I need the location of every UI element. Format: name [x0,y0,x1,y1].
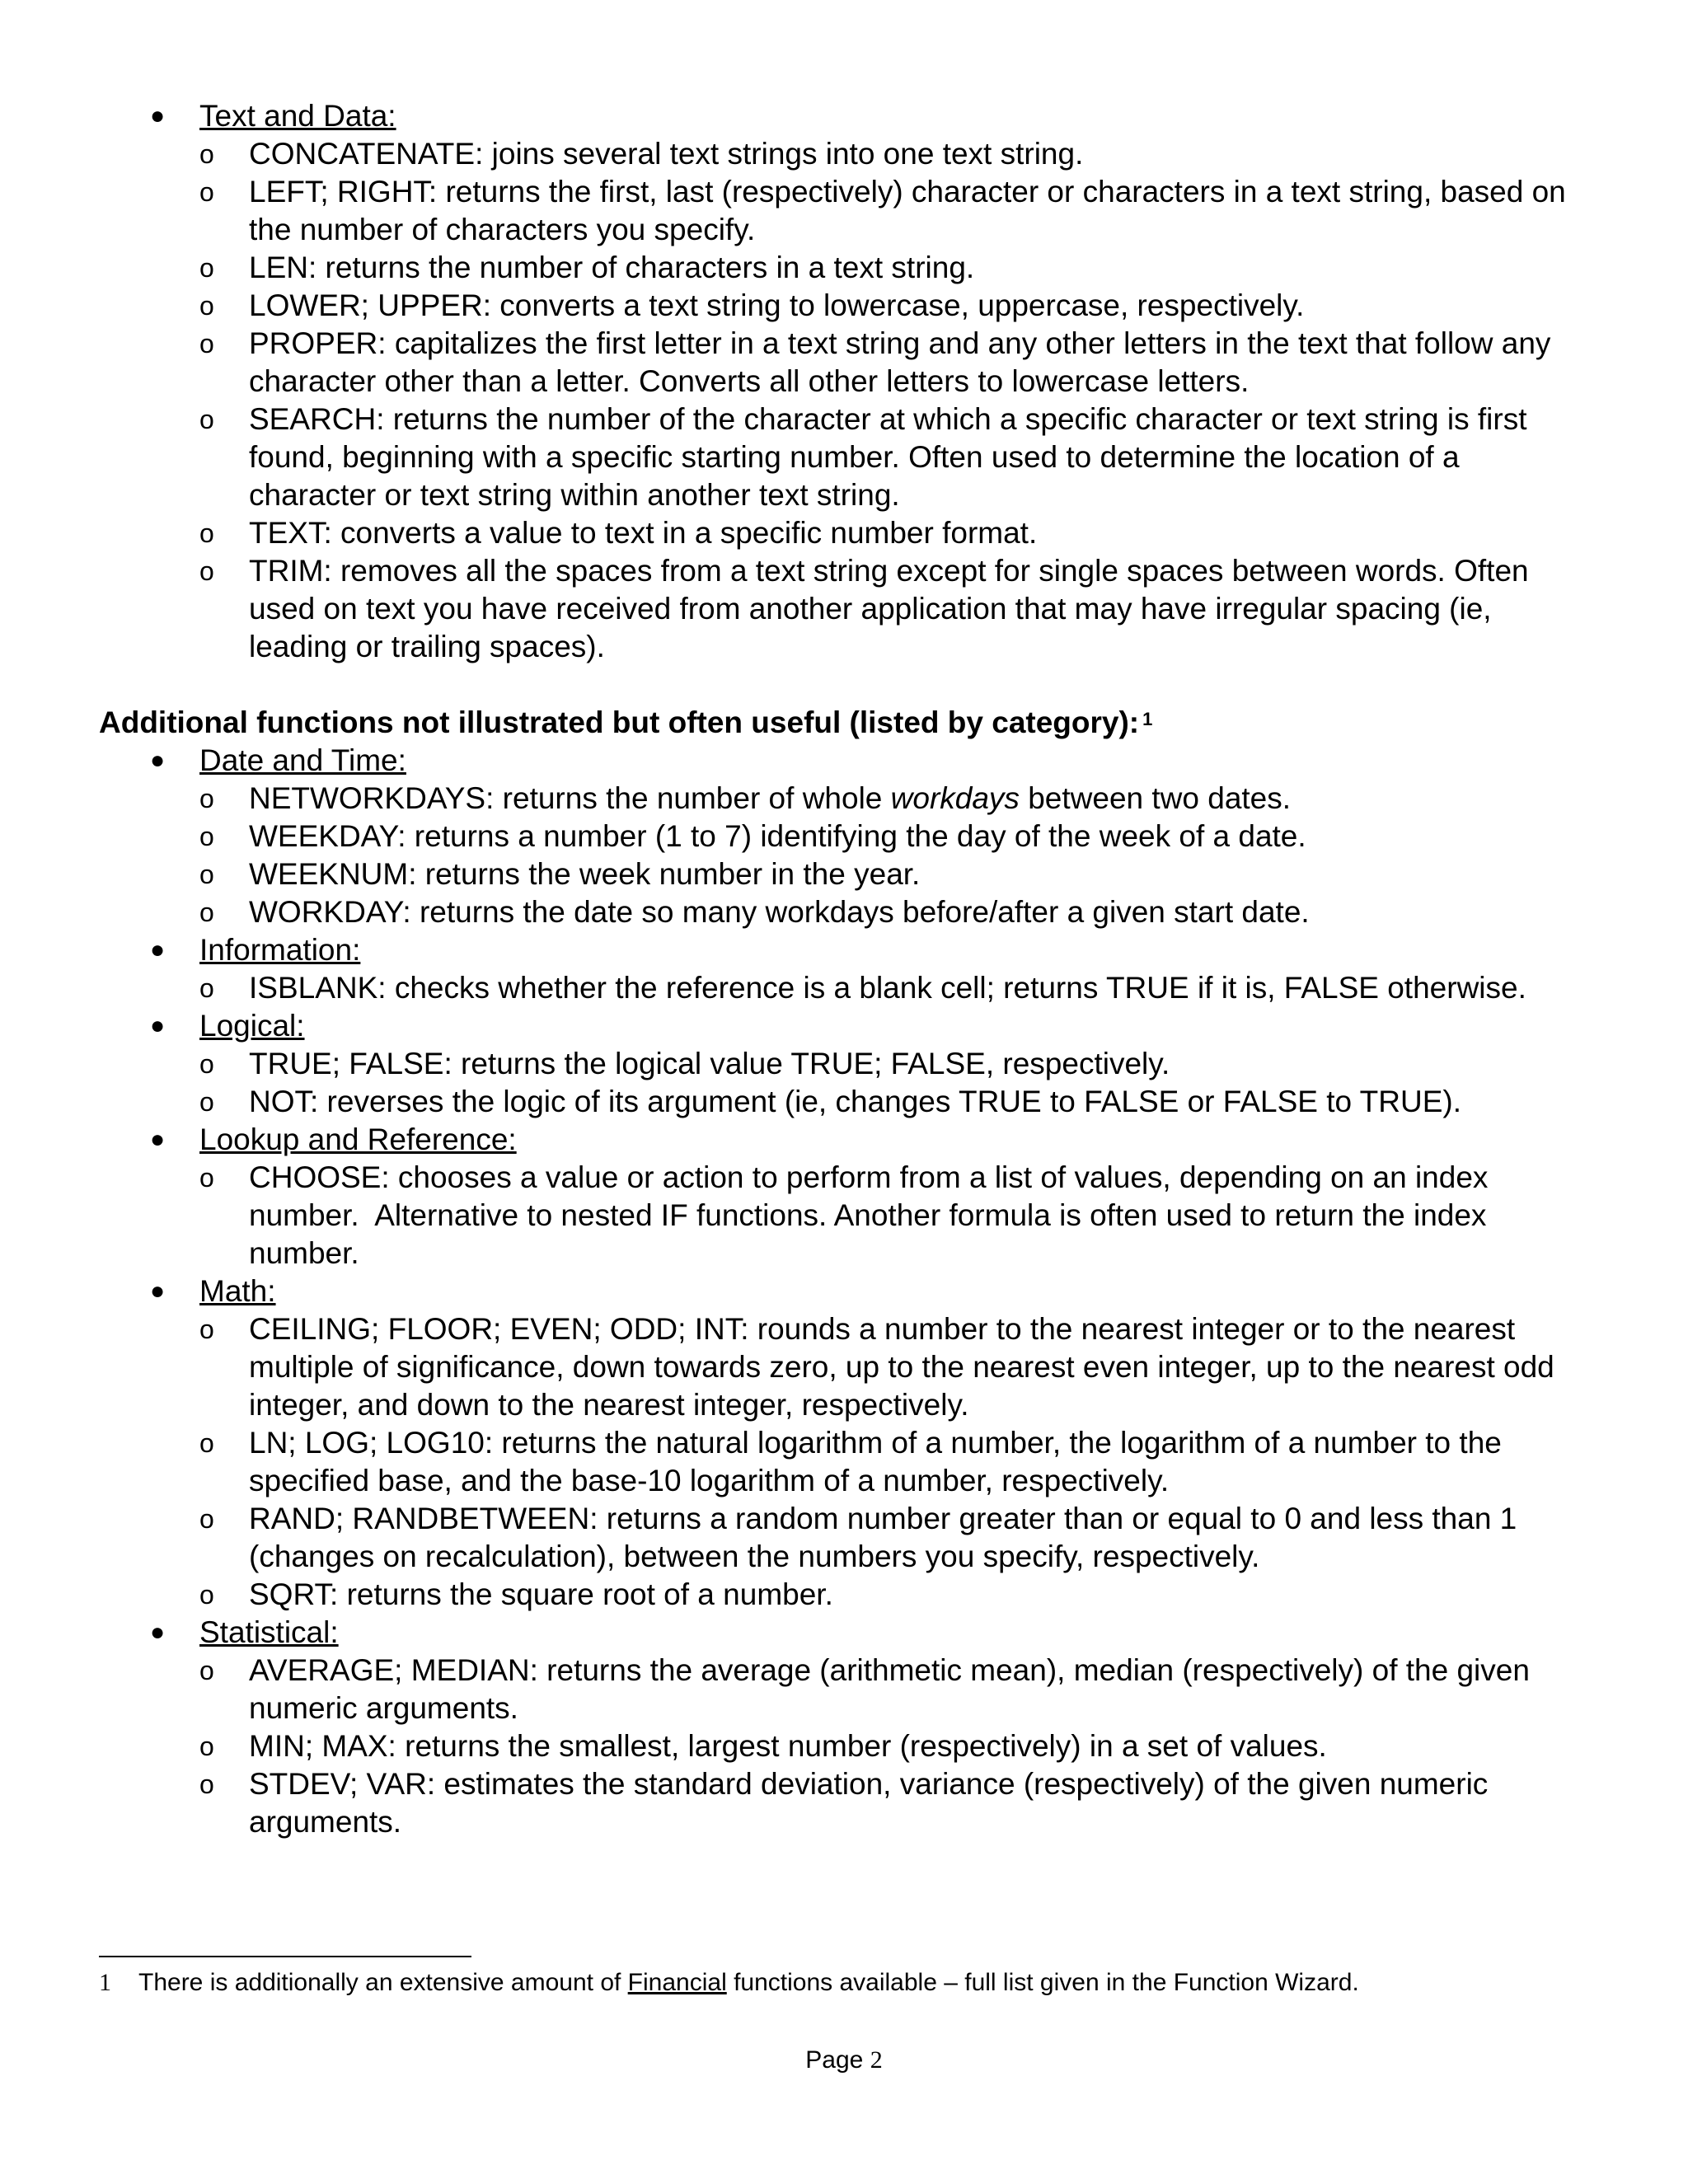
sub-bullet-icon: o [199,177,214,207]
bullet-icon: ● [150,1277,166,1305]
list-item [99,552,1582,666]
item-text: SEARCH: returns the number of the character at which a specific character or text string is first found, beginning with a specific starting number. Often used to determine the location of a character or text string within another text string. [249,402,1527,512]
item-text: TRUE; FALSE: returns the logical value TRUE; FALSE, respectively. [249,1047,1170,1080]
item-text: TRIM: removes all the spaces from a text string except for single spaces between words. Often used on text you have received from another application that may have irregular spacing (ie, leading or trailing spaces). [249,554,1529,663]
item-text: LEN: returns the number of characters in a text string. [249,251,975,284]
item-text: CONCATENATE: joins several text strings into one text string. [249,137,1084,171]
sub-bullet-icon: o [199,973,214,1003]
sub-bullet-icon: o [199,822,214,851]
sub-bullet-icon: o [199,1315,214,1344]
sub-bullet-icon: o [199,556,214,586]
list-item [99,855,1582,893]
list-item [99,514,1582,552]
list-item [99,325,1582,401]
footnote [99,1966,1599,1999]
footnote-text-part: There is additionally an extensive amount of [138,1969,628,1996]
item-text: MIN; MAX: returns the smallest, largest number (respectively) in a set of values. [249,1729,1327,1763]
list-item [99,1083,1582,1121]
list-item [99,135,1582,173]
list-item [99,249,1582,287]
item-text: CHOOSE: chooses a value or action to perform from a list of values, depending on an index number. Alternative to nested IF functions. Another formula is often used to return the index number. [249,1160,1497,1270]
sub-bullet-icon: o [199,518,214,548]
sub-bullet-icon: o [199,139,214,169]
list-item [99,1500,1582,1576]
sub-bullet-icon: o [199,1504,214,1534]
category-label: Logical: [199,1009,305,1043]
item-text [249,781,1291,815]
category-label: Lookup and Reference: [199,1122,517,1156]
item-text-part: between two dates. [1019,781,1292,815]
section-heading [99,704,1582,742]
page-label: Page [805,2046,870,2074]
sub-bullet-icon: o [199,898,214,927]
list-item [99,1045,1582,1083]
list-item [99,893,1582,931]
heading-text: Additional functions not illustrated but often useful (listed by category): [99,705,1140,739]
list-item [99,401,1582,514]
list-item [99,1765,1582,1841]
item-text: STDEV; VAR: estimates the standard deviation, variance (respectively) of the given numeric arguments. [249,1767,1489,1839]
category-label: Text and Data: [199,99,396,133]
bullet-icon: ● [150,747,166,774]
footnote-divider [99,1956,471,1957]
footnote-ref[interactable]: 1 [1142,709,1153,729]
item-text: ISBLANK: checks whether the reference is a blank cell; returns TRUE if it is, FALSE otherwise. [249,971,1526,1005]
sub-bullet-icon: o [199,1428,214,1458]
category-information [99,931,1582,969]
item-text: LEFT; RIGHT: returns the first, last (respectively) character or characters in a text string, based on the number of characters you specify. [249,175,1566,246]
category-logical [99,1007,1582,1045]
item-text: PROPER: capitalizes the first letter in a text string and any other letters in the text that follow any character other than a letter. Converts all other letters to lowercase letters. [249,326,1551,398]
item-text: WORKDAY: returns the date so many workdays before/after a given start date. [249,895,1310,929]
category-label: Statistical: [199,1615,339,1649]
sub-bullet-icon: o [199,1049,214,1079]
sub-bullet-icon: o [199,860,214,889]
category-math [99,1272,1582,1310]
sub-bullet-icon: o [199,1769,214,1799]
category-label: Math: [199,1274,276,1308]
list-item [99,1652,1582,1727]
sub-bullet-icon: o [199,1656,214,1685]
sub-bullet-icon: o [199,1580,214,1610]
item-text: SQRT: returns the square root of a number. [249,1577,833,1611]
list-item [99,1424,1582,1500]
category-label: Date and Time: [199,743,406,777]
bullet-icon: ● [150,1012,166,1039]
item-text: WEEKNUM: returns the week number in the year. [249,857,921,891]
category-statistical [99,1614,1582,1652]
sub-bullet-icon: o [199,1732,214,1761]
category-text-and-data [99,97,1582,135]
sub-bullet-icon: o [199,291,214,321]
footnote-text-part: functions available – full list given in the Function Wizard. [726,1969,1359,1996]
category-date-and-time [99,742,1582,780]
list-item [99,1576,1582,1614]
sub-bullet-icon: o [199,1087,214,1117]
bullet-icon: ● [150,936,166,963]
page-number-value: 2 [870,2046,883,2074]
footnote-number: 1 [99,1969,111,1996]
item-text: WEEKDAY: returns a number (1 to 7) identifying the day of the week of a date. [249,819,1306,853]
sub-bullet-icon: o [199,405,214,434]
list-item [99,1159,1582,1272]
item-text: RAND; RANDBETWEEN: returns a random number greater than or equal to 0 and less than 1 (changes on recalculation), between the numbers you specify, respectively. [249,1502,1517,1573]
item-text-part: NETWORKDAYS: returns the number of whole [249,781,891,815]
bullet-icon: ● [150,102,166,129]
bullet-icon: ● [150,1126,166,1153]
category-label: Information: [199,933,361,967]
list-item [99,287,1582,325]
list-item [99,818,1582,855]
list-item [99,969,1582,1007]
list-item [99,780,1582,818]
list-item [99,173,1582,249]
sub-bullet-icon: o [199,784,214,813]
item-text: TEXT: converts a value to text in a specific number format. [249,516,1038,550]
sub-bullet-icon: o [199,1163,214,1193]
financial-link[interactable]: Financial [627,1969,727,1996]
item-text: NOT: reverses the logic of its argument (ie, changes TRUE to FALSE or FALSE to TRUE). [249,1085,1462,1118]
list-item [99,1310,1582,1424]
bullet-icon: ● [150,1619,166,1646]
item-text: CEILING; FLOOR; EVEN; ODD; INT: rounds a number to the nearest integer or to the nearest multiple of significance, down towards zero, up to the nearest even integer, up to the nearest odd integer, and down to the nearest integer, respectively. [249,1312,1554,1422]
category-lookup-and-reference [99,1121,1582,1159]
sub-bullet-icon: o [199,329,214,359]
page-number [0,2044,1688,2077]
item-text: AVERAGE; MEDIAN: returns the average (arithmetic mean), median (respectively) of the given numeric arguments. [249,1653,1530,1725]
sub-bullet-icon: o [199,253,214,283]
document-body [99,97,1582,1841]
emphasized-word: workdays [890,781,1020,815]
item-text: LOWER; UPPER: converts a text string to lowercase, uppercase, respectively. [249,288,1305,322]
list-item [99,1727,1582,1765]
item-text: LN; LOG; LOG10: returns the natural logarithm of a number, the logarithm of a number to the specified base, and the base-10 logarithm of a number, respectively. [249,1426,1502,1497]
